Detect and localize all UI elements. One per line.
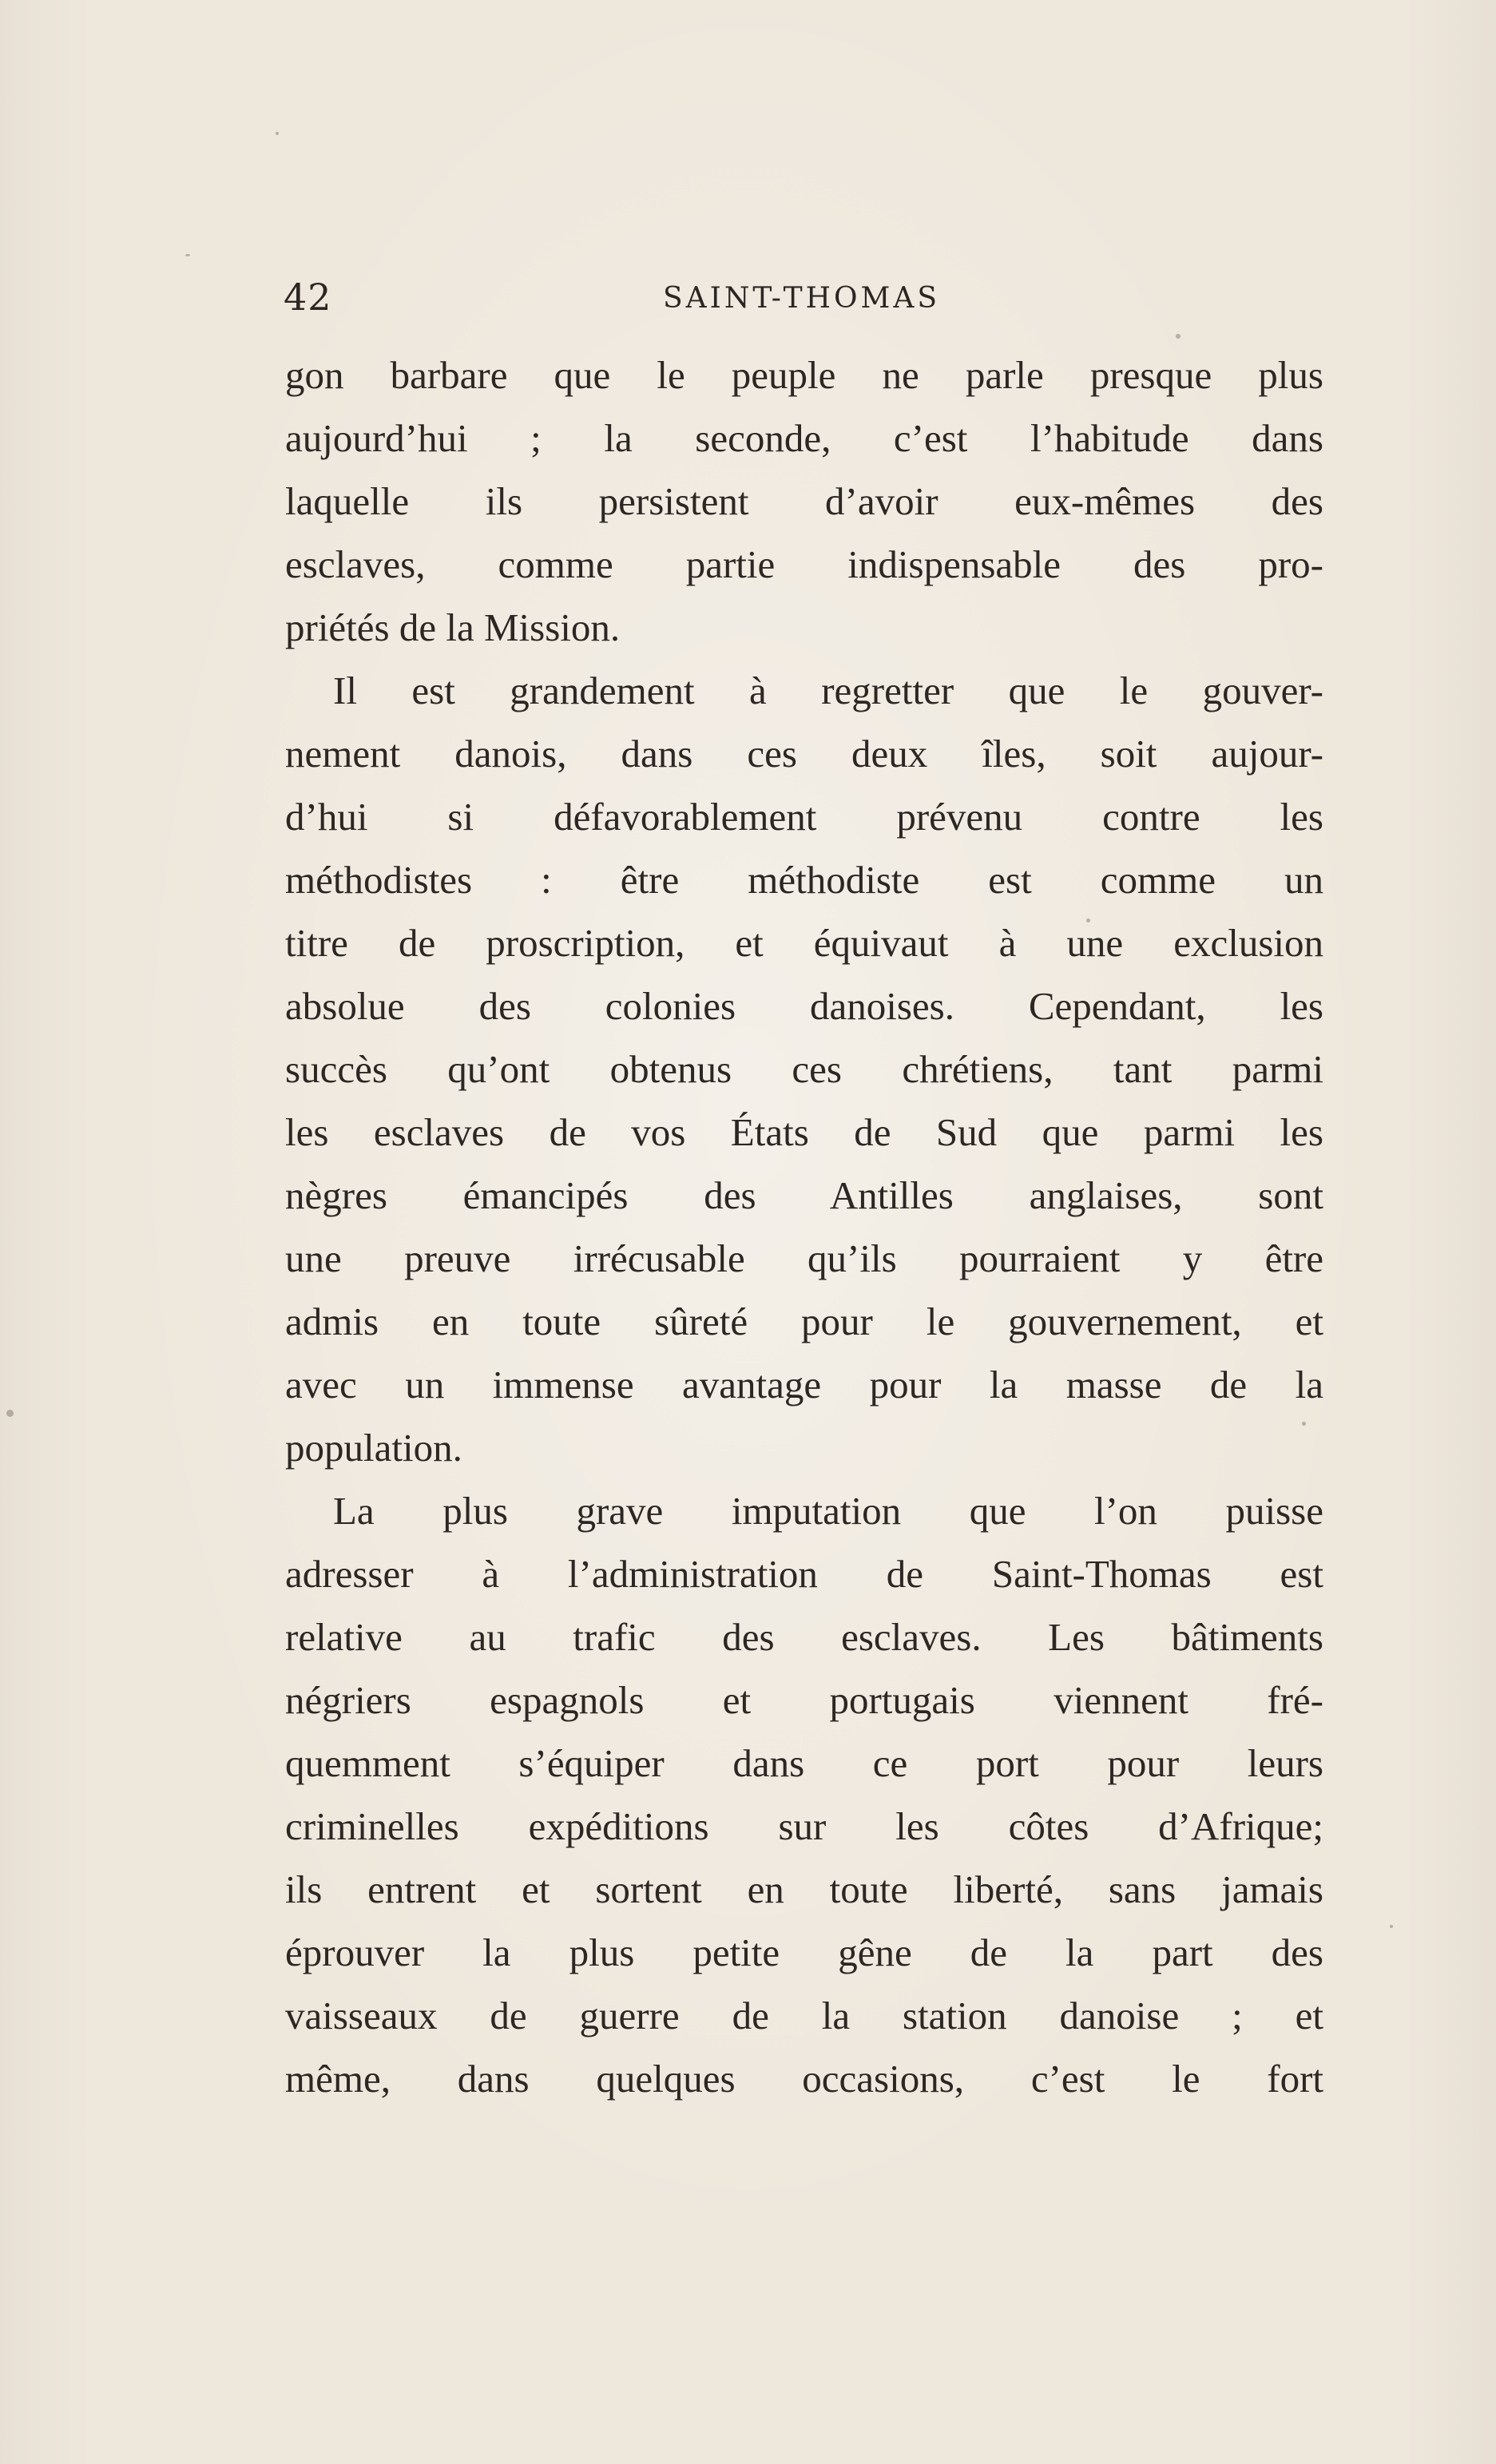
text-line: nement danois, dans ces deux îles, soit aujour- [285,732,1323,776]
ink-speck [185,254,190,256]
page-number: 42 [284,276,332,319]
text-line: avec un immense avantage pour la masse de la [285,1363,1323,1407]
text-line: esclaves, comme partie indispensable des pro- [285,542,1323,586]
running-head [284,276,1322,339]
text-line: gon barbare que le peuple ne parle presque plus [285,353,1323,397]
text-line: titre de proscription, et équivaut à une exclusion [285,921,1323,965]
text-line: nègres émancipés des Antilles anglaises, sont [285,1173,1323,1217]
text-line: succès qu’ont obtenus ces chrétiens, tant parmi [285,1047,1323,1091]
text-line: Il est grandement à regretter que le gouver- [333,669,1323,712]
text-line: priétés de la Mission. [285,605,621,649]
running-title: SAINT-THOMAS [663,282,941,315]
ink-speck [1390,1925,1393,1928]
text-line: les esclaves de vos États de Sud que parmi les [285,1110,1323,1154]
ink-speck [276,132,279,135]
text-line: aujourd’hui ; la seconde, c’est l’habitude dans [285,416,1323,460]
text-line: même, dans quelques occasions, c’est le fort [285,2057,1323,2101]
text-line: ils entrent et sortent en toute liberté, sans jamais [285,1867,1323,1911]
text-line: quemment s’équiper dans ce port pour leurs [285,1741,1323,1785]
text-line: population. [285,1426,462,1470]
text-line: absolue des colonies danoises. Cependant, les [285,984,1323,1028]
text-line: La plus grave imputation que l’on puisse [333,1489,1323,1533]
text-line: éprouver la plus petite gêne de la part des [285,1930,1323,1974]
text-line: laquelle ils persistent d’avoir eux-mêmes des [285,479,1323,523]
text-line: méthodistes : être méthodiste est comme un [285,858,1323,902]
text-line: négriers espagnols et portugais viennent fré- [285,1678,1323,1722]
ink-speck [6,1410,14,1417]
text-line: admis en toute sûreté pour le gouvernement, et [285,1299,1323,1343]
text-line: criminelles expéditions sur les côtes d’Afrique; [285,1804,1323,1848]
text-line: vaisseaux de guerre de la station danoise ; et [285,1994,1323,2037]
body-text [285,343,1323,2110]
text-line: d’hui si défavorablement prévenu contre les [285,795,1323,839]
text-line: relative au trafic des esclaves. Les bâtiments [285,1615,1323,1659]
text-line: une preuve irrécusable qu’ils pourraient y être [285,1236,1323,1280]
text-line: adresser à l’administration de Saint-Thomas est [285,1552,1323,1596]
